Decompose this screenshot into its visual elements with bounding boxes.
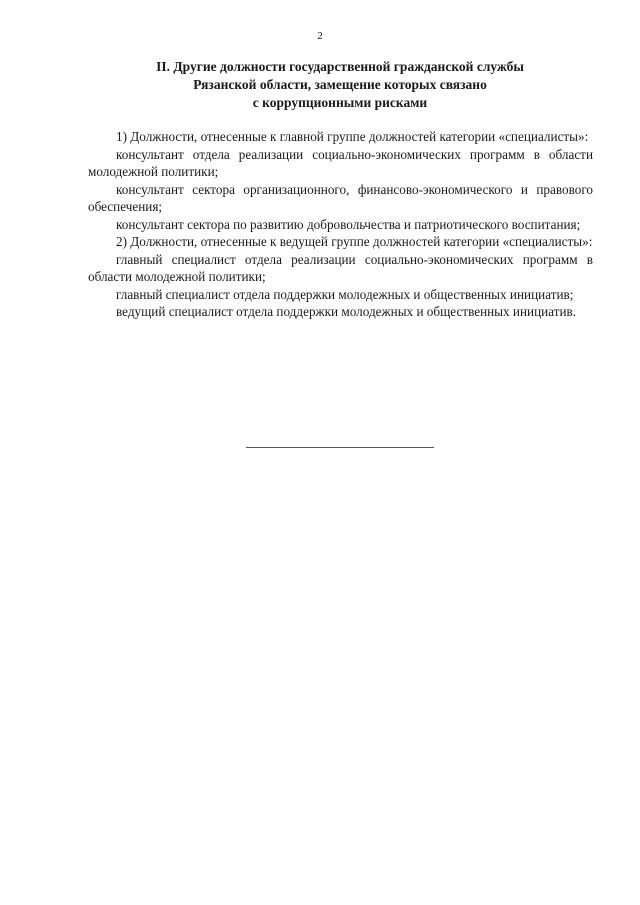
section-heading-line-1: II. Другие должности государственной гражданской службы xyxy=(156,59,524,74)
section-heading-line-3: с коррупционными рисками xyxy=(252,95,428,110)
position-item: главный специалист отдела реализации социально-экономических программ в области молодежной политики; xyxy=(88,251,593,284)
section-heading xyxy=(60,58,620,112)
end-divider-line xyxy=(246,447,434,448)
position-item: консультант сектора организационного, финансово-экономического и правового обеспечения; xyxy=(88,181,593,214)
position-item: консультант отдела реализации социально-экономических программ в области молодежной политики; xyxy=(88,146,593,179)
section-heading-line-2: Рязанской области, замещение которых связано xyxy=(193,77,487,92)
document-body xyxy=(88,128,593,321)
group-leading-intro: 2) Должности, отнесенные к ведущей группе должностей категории «специалисты»: xyxy=(116,234,593,249)
position-item: консультант сектора по развитию добровольчества и патриотического воспитания; xyxy=(116,216,581,232)
position-item: главный специалист отдела поддержки молодежных и общественных инициатив; xyxy=(116,286,574,302)
position-item: ведущий специалист отдела поддержки молодежных и общественных инициатив. xyxy=(116,304,577,319)
page-number: 2 xyxy=(317,30,323,42)
group-main-intro: 1) Должности, отнесенные к главной группе должностей категории «специалисты»: xyxy=(116,129,589,144)
